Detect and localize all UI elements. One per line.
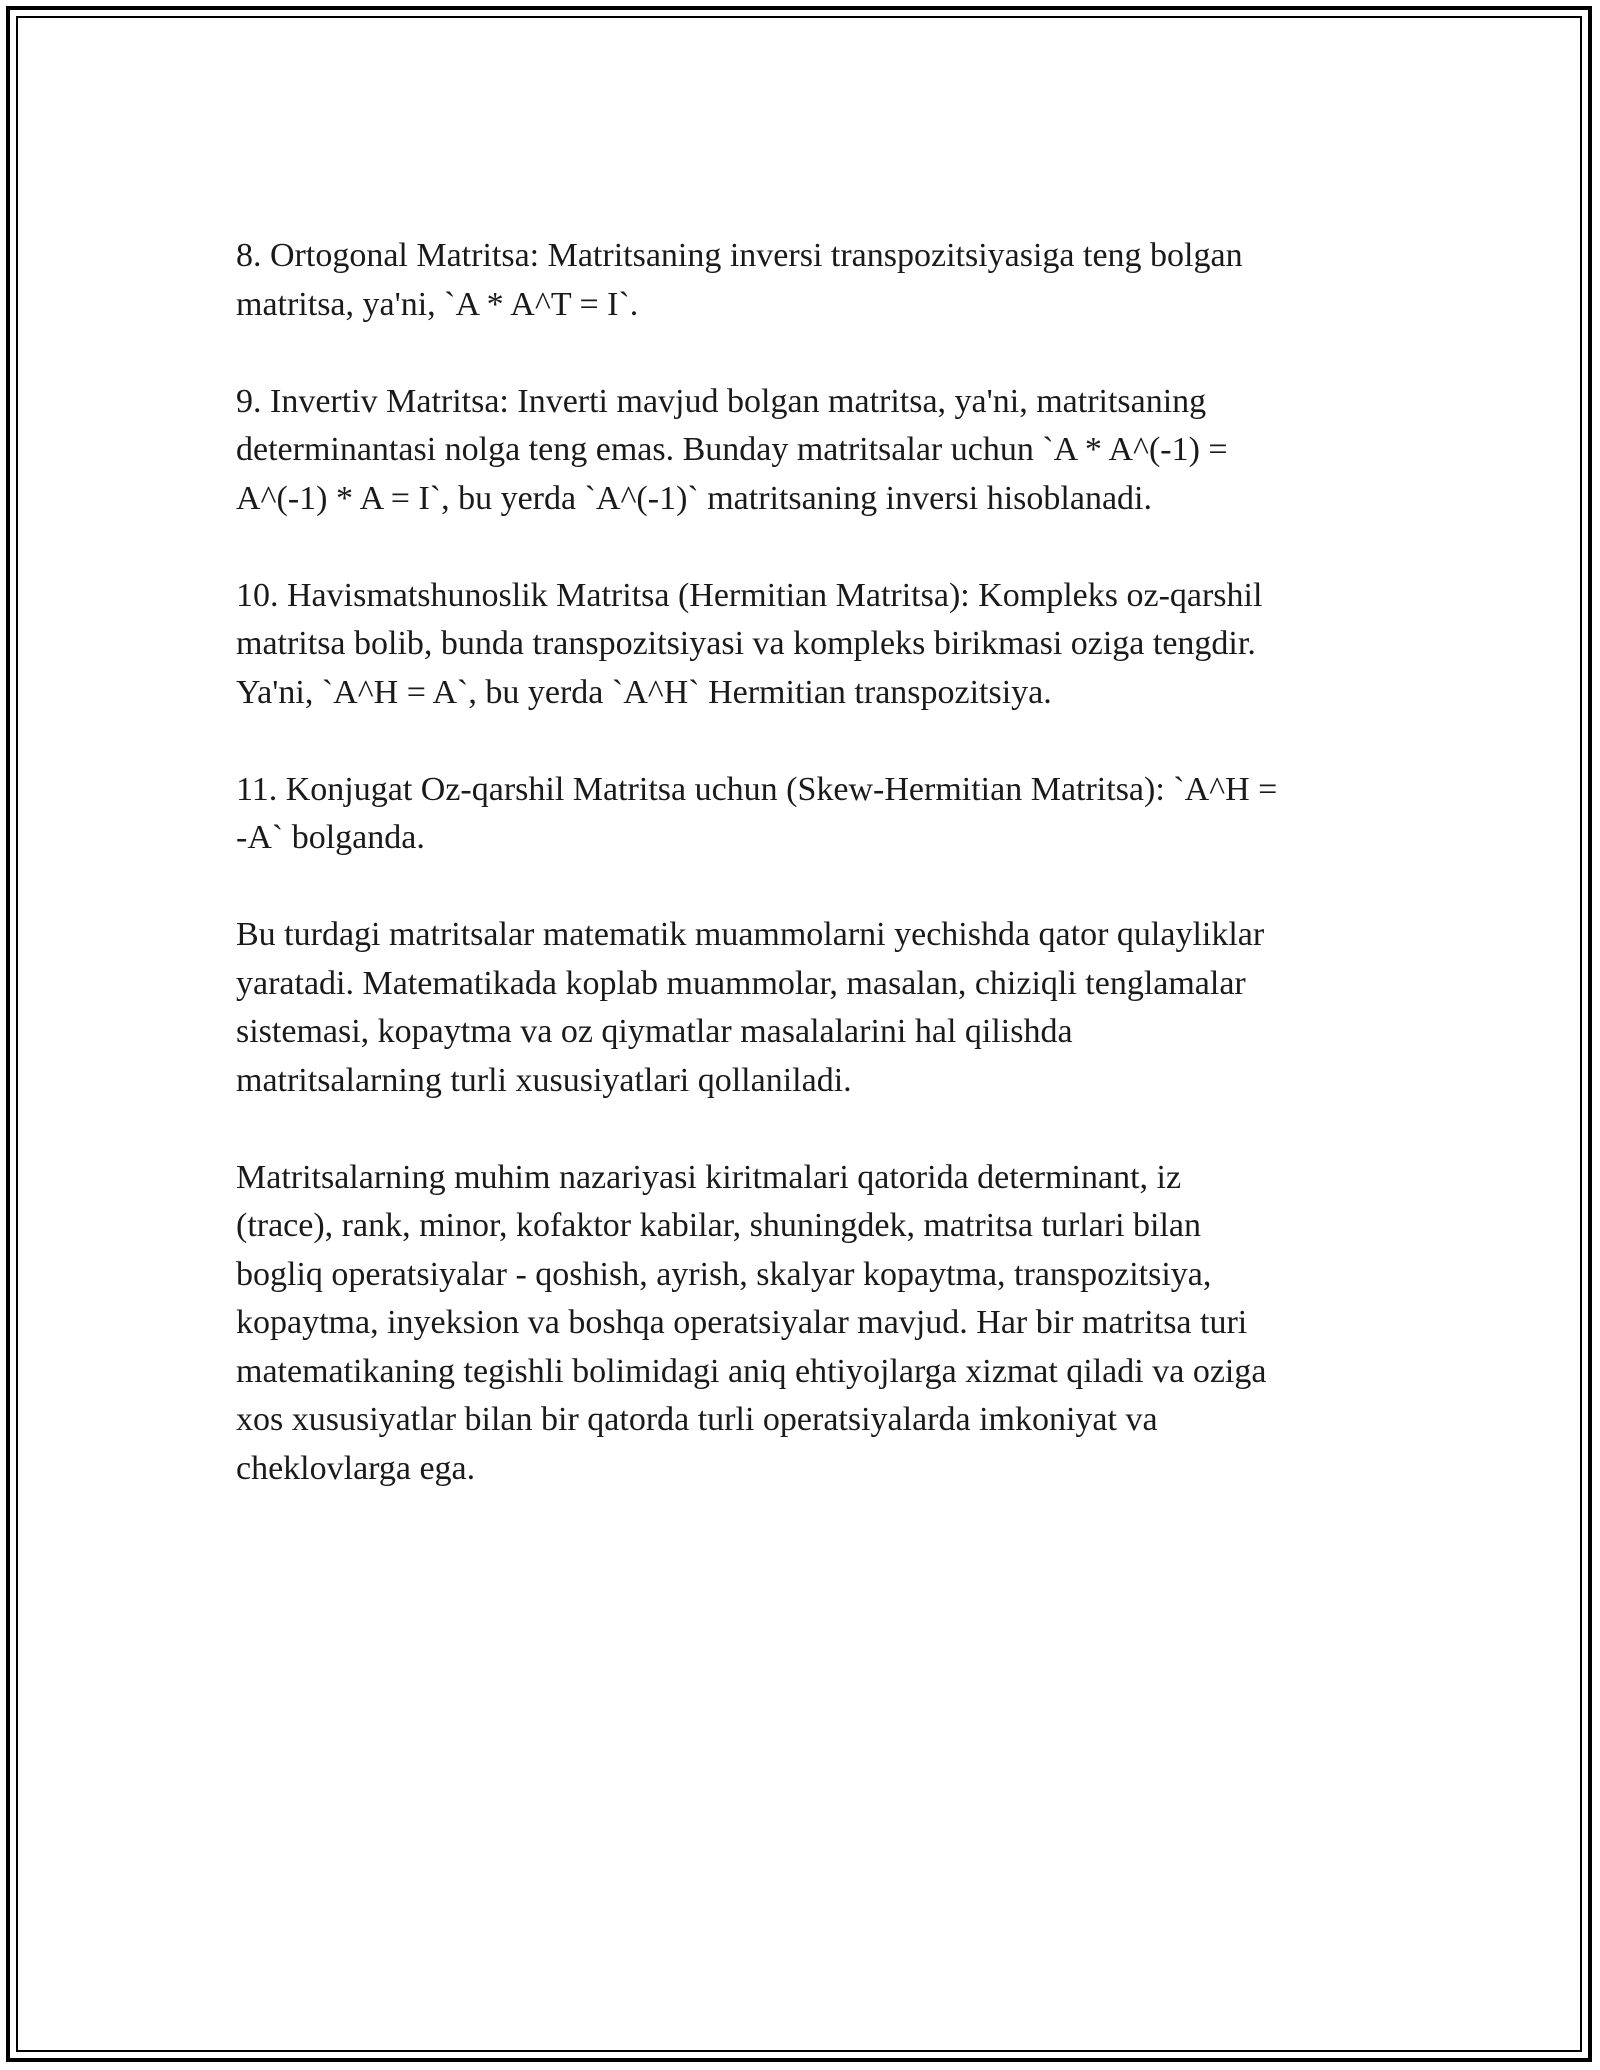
paragraph-skew-hermitian-matrix: 11. Konjugat Oz-qarshil Matritsa uchun (Skew-Hermitian Matritsa): `A^H = -A` bolganda. [236,770,1278,856]
paragraph-matrix-theory: Matritsalarning muhim nazariyasi kiritmalari qatorida determinant, iz (trace), rank, minor, kofaktor kabilar, shuningdek, matritsa turlari bilan bogliq operatsiyalar - qoshish, ayrish, skalyar kopaytma, transpozitsiya, kopaytma, inyeksion va boshqa operatsiyalar mavjud. Har bir matritsa turi matematikaning tegishli bolimidagi aniq ehtiyojlarga xizmat qiladi va oziga xos xususiyatlar bilan bir qatorda turli operatsiyalarda imkoniyat va cheklovlarga ega. [236,1158,1267,1487]
paragraph-matrix-usefulness: Bu turdagi matritsalar matematik muammolarni yechishda qator qulayliklar yaratadi. Matematikada koplab muammolar, masalan, chiziqli tenglamalar sistemasi, kopaytma va oz qiymatlar masalalarini hal qilishda matritsalarning turli xususiyatlari qollaniladi. [236,916,1265,1099]
paragraph-invertible-matrix: 9. Invertiv Matritsa: Inverti mavjud bolgan matritsa, ya'ni, matritsaning determinantasi nolga teng emas. Bunday matritsalar uchun `A * A^(-1) = A^(-1) * A = I`, bu yerda `A^(-1)` matritsaning inversi hisoblanadi. [236,382,1228,517]
paragraph-hermitian-matrix: 10. Havismatshunoslik Matritsa (Hermitian Matritsa): Kompleks oz-qarshil matritsa bolib, bunda transpozitsiyasi va kompleks birikmasi oziga tengdir. Ya'ni, `A^H = A`, bu yerda `A^H` Hermitian transpozitsiya. [236,576,1263,711]
paragraph-orthogonal-matrix: 8. Ortogonal Matritsa: Matritsaning inversi transpozitsiyasiga teng bolgan matritsa, ya'ni, `A * A^T = I`. [236,237,1243,323]
document-body [236,232,1376,1542]
